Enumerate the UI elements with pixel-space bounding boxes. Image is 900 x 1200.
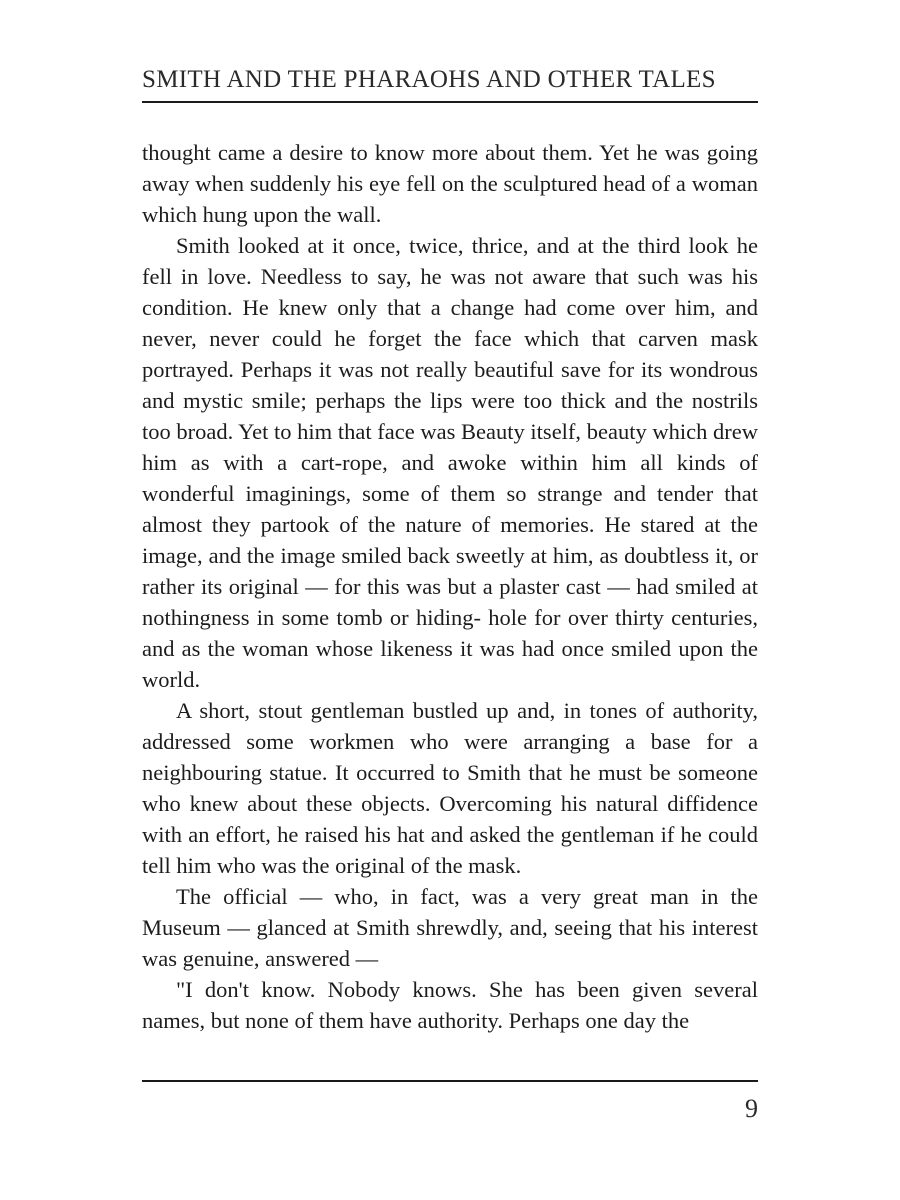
footer-rule: [142, 1080, 758, 1082]
paragraph-1: thought came a desire to know more about them. Yet he was going away when suddenly his eye fell on the sculptured head of a woman which hung upon the wall.: [142, 140, 758, 227]
paragraph-5: "I don't know. Nobody knows. She has been given several names, but none of them have authority. Perhaps one day the: [142, 977, 758, 1033]
paragraph-4: The official — who, in fact, was a very great man in the Museum — glanced at Smith shrewdly, and, seeing that his interest was genuine, answered —: [142, 884, 758, 971]
paragraph-3: A short, stout gentleman bustled up and, in tones of authority, addressed some workmen who were arranging a base for a neighbouring statue. It occurred to Smith that he must be someone who knew about these objects. Overcoming his natural diffidence with an effort, he raised his hat and asked the gentleman if he could tell him who was the original of the mask.: [142, 698, 758, 878]
paragraph-2: Smith looked at it once, twice, thrice, and at the third look he fell in love. Needless to say, he was not aware that such was his condition. He knew only that a change had come over him, and never, never could he forget the face which that carven mask portrayed. Perhaps it was not really beautiful save for its wondrous and mystic smile; perhaps the lips were too thick and the nostrils too broad. Yet to him that face was Beauty itself, beauty which drew him as with a cart-rope, and awoke within him all kinds of wonderful imaginings, some of them so strange and tender that almost they partook of the nature of memories. He stared at the image, and the image smiled back sweetly at him, as doubtless it, or rather its original — for this was but a plaster cast — had smiled at nothingness in some tomb or hiding- hole for over thirty centuries, and as the woman whose likeness it was had once smiled upon the world.: [142, 233, 758, 692]
page-number: 9: [745, 1094, 758, 1123]
running-head-title: SMITH AND THE PHARAOHS AND OTHER TALES: [142, 66, 716, 93]
header-rule: [142, 101, 758, 103]
body-text: [142, 137, 758, 1036]
